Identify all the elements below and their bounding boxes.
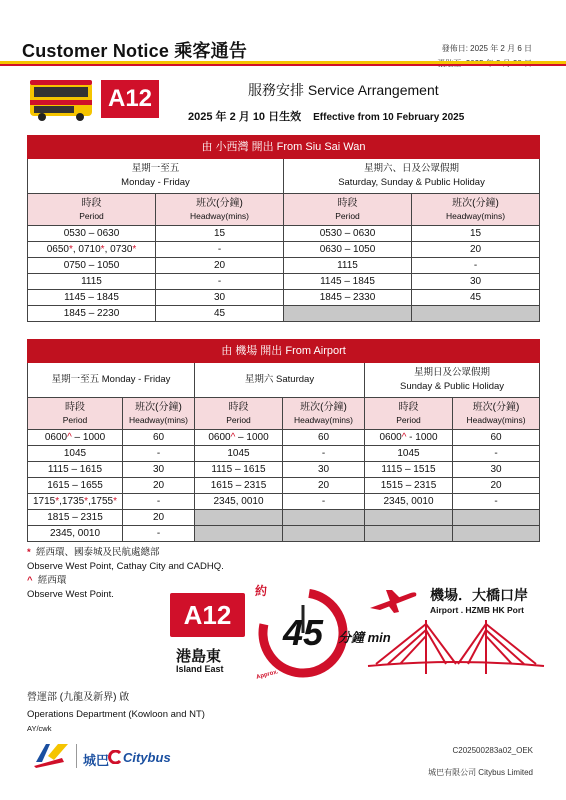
- headway-cell: 20: [412, 242, 540, 258]
- headway-cell: -: [123, 446, 195, 462]
- period-cell: 2345, 0010: [28, 526, 123, 542]
- headway-cell: 20: [123, 478, 195, 494]
- headway-cell: 60: [283, 430, 365, 446]
- red-stripe: [0, 64, 566, 66]
- period-cell: 1115 – 1615: [195, 462, 283, 478]
- period-cell: 1715*,1735*,1755*: [28, 494, 123, 510]
- period-cell: 1115: [28, 274, 156, 290]
- headway-cell: -: [453, 446, 540, 462]
- headway-cell: -: [156, 274, 284, 290]
- period-cell: [365, 510, 453, 526]
- table-row: [28, 526, 540, 542]
- citybus-logo-en: Citybus: [123, 750, 171, 765]
- table-row: [28, 462, 540, 478]
- period-cell: 0650*, 0710*, 0730*: [28, 242, 156, 258]
- period-cell: 1845 – 2230: [28, 306, 156, 322]
- headway-cell: 30: [123, 462, 195, 478]
- company-name: 城巴有限公司 Citybus Limited: [428, 768, 533, 777]
- day-header-weekday: 星期一至五 Monday - Friday: [28, 159, 284, 194]
- headway-cell: 45: [412, 290, 540, 306]
- period-cell: 1045: [365, 446, 453, 462]
- approx-zh: 約: [255, 584, 268, 598]
- anniversary-logo-icon: [32, 740, 72, 768]
- headway-cell: 60: [453, 430, 540, 446]
- period-cell: [195, 526, 283, 542]
- col-headway: 班次(分鐘) Headway(mins): [453, 398, 540, 430]
- period-cell: 0630 – 1050: [284, 242, 412, 258]
- day-header-weekend: 星期六、日及公眾假期 Saturday, Sunday & Public Holiday: [284, 159, 540, 194]
- table1-heading: 由 小西灣 開出 From Siu Sai Wan: [28, 136, 540, 159]
- period-cell: 1815 – 2315: [28, 510, 123, 526]
- period-cell: 0530 – 0630: [28, 226, 156, 242]
- table-row: [28, 494, 540, 510]
- table-row: [28, 446, 540, 462]
- headway-cell: -: [453, 494, 540, 510]
- period-cell: 1145 – 1845: [28, 290, 156, 306]
- period-cell: 0600^ – 1000: [195, 430, 283, 446]
- department-zh: 營運部 (九龍及新界) 啟: [27, 692, 130, 703]
- citybus-c-icon: [108, 750, 122, 764]
- day-header-saturday: 星期六 Saturday: [195, 363, 365, 398]
- origin-en: Island East: [176, 664, 224, 674]
- period-cell: [284, 306, 412, 322]
- headway-cell: 20: [123, 510, 195, 526]
- period-cell: 1145 – 1845: [284, 274, 412, 290]
- col-headway: 班次(分鐘) Headway(mins): [123, 398, 195, 430]
- period-cell: 1845 – 2330: [284, 290, 412, 306]
- note-star-en: Observe West Point, Cathay City and CADHQ.: [27, 561, 224, 572]
- approx-en: Approx.: [255, 669, 280, 681]
- day-header-weekday: 星期一至五 Monday - Friday: [28, 363, 195, 398]
- col-period: 時段 Period: [365, 398, 453, 430]
- duration-unit: 分鐘 min: [338, 630, 391, 645]
- issue-date: 發佈日: 2025 年 2 月 6 日: [441, 44, 532, 53]
- headway-cell: [453, 526, 540, 542]
- period-cell: [365, 526, 453, 542]
- period-cell: 2345, 0010: [195, 494, 283, 510]
- table-row: [28, 258, 540, 274]
- duration-minutes: 45: [283, 612, 324, 653]
- headway-cell: -: [283, 494, 365, 510]
- period-cell: 0600^ - 1000: [365, 430, 453, 446]
- period-cell: 1615 – 1655: [28, 478, 123, 494]
- headway-cell: 15: [412, 226, 540, 242]
- headway-cell: 60: [123, 430, 195, 446]
- destination-en: Airport . HZMB HK Port: [430, 605, 524, 615]
- effective-zh: 2025 年 2 月 10 日生效: [188, 111, 302, 123]
- reference: AY/cwk: [27, 724, 52, 733]
- table-row: [28, 478, 540, 494]
- col-period: 時段 Period: [28, 194, 156, 226]
- period-cell: 0750 – 1050: [28, 258, 156, 274]
- table2-heading: 由 機場 開出 From Airport: [28, 340, 540, 363]
- headway-cell: -: [123, 526, 195, 542]
- effective-date: [188, 108, 464, 124]
- period-cell: 1115 – 1515: [365, 462, 453, 478]
- col-headway: 班次(分鐘) Headway(mins): [156, 194, 284, 226]
- col-period: 時段 Period: [195, 398, 283, 430]
- department-en: Operations Department (Kowloon and NT): [27, 709, 205, 720]
- col-period: 時段 Period: [284, 194, 412, 226]
- route-badge: A12: [101, 80, 159, 118]
- siu-sai-wan-timetable: [27, 135, 540, 322]
- headway-cell: [453, 510, 540, 526]
- table-row: [28, 242, 540, 258]
- headway-cell: -: [412, 258, 540, 274]
- table-row: [28, 510, 540, 526]
- period-cell: 1115 – 1615: [28, 462, 123, 478]
- headway-cell: 30: [283, 462, 365, 478]
- bus-icon: [28, 76, 96, 122]
- citybus-logo-zh: 城巴: [83, 753, 110, 768]
- period-cell: [195, 510, 283, 526]
- period-cell: 0600^ – 1000: [28, 430, 123, 446]
- service-title: 服務安排 Service Arrangement: [248, 82, 439, 98]
- bridge-icon: [366, 618, 546, 680]
- day-header-sunday: 星期日及公眾假期 Sunday & Public Holiday: [365, 363, 540, 398]
- logo-divider: [76, 744, 77, 768]
- headway-cell: -: [283, 446, 365, 462]
- note-star-zh: * 經西環、國泰城及民航處總部: [27, 547, 160, 558]
- note-caret-zh: ^ 經西環: [27, 575, 67, 586]
- table-row: [28, 306, 540, 322]
- period-cell: 1515 – 2315: [365, 478, 453, 494]
- headway-cell: 15: [156, 226, 284, 242]
- destination-zh: 機場．大橋口岸: [430, 587, 528, 603]
- headway-cell: -: [123, 494, 195, 510]
- document-code: C202500283a02_OEK: [452, 746, 533, 755]
- period-cell: 1045: [195, 446, 283, 462]
- headway-cell: [412, 306, 540, 322]
- note-caret-en: Observe West Point.: [27, 589, 114, 600]
- period-cell: 2345, 0010: [365, 494, 453, 510]
- period-cell: 0530 – 0630: [284, 226, 412, 242]
- col-headway: 班次(分鐘) Headway(mins): [412, 194, 540, 226]
- headway-cell: 45: [156, 306, 284, 322]
- col-period: 時段 Period: [28, 398, 123, 430]
- table-row: [28, 430, 540, 446]
- headway-cell: 20: [453, 478, 540, 494]
- table-row: [28, 290, 540, 306]
- headway-cell: 30: [156, 290, 284, 306]
- headway-cell: 20: [156, 258, 284, 274]
- effective-en: Effective from 10 February 2025: [313, 112, 465, 123]
- headway-cell: -: [156, 242, 284, 258]
- col-headway: 班次(分鐘) Headway(mins): [283, 398, 365, 430]
- table-row: [28, 274, 540, 290]
- period-cell: 1615 – 2315: [195, 478, 283, 494]
- notice-title: Customer Notice 乘客通告: [22, 41, 248, 61]
- airport-timetable: [27, 339, 540, 542]
- headway-cell: 20: [283, 478, 365, 494]
- origin-zh: 港島東: [176, 648, 222, 665]
- table-row: [28, 226, 540, 242]
- headway-cell: [283, 526, 365, 542]
- headway-cell: 30: [453, 462, 540, 478]
- airplane-icon: [368, 588, 420, 614]
- route-badge-large: A12: [170, 593, 245, 637]
- headway-cell: [283, 510, 365, 526]
- headway-cell: 30: [412, 274, 540, 290]
- period-cell: 1115: [284, 258, 412, 274]
- period-cell: 1045: [28, 446, 123, 462]
